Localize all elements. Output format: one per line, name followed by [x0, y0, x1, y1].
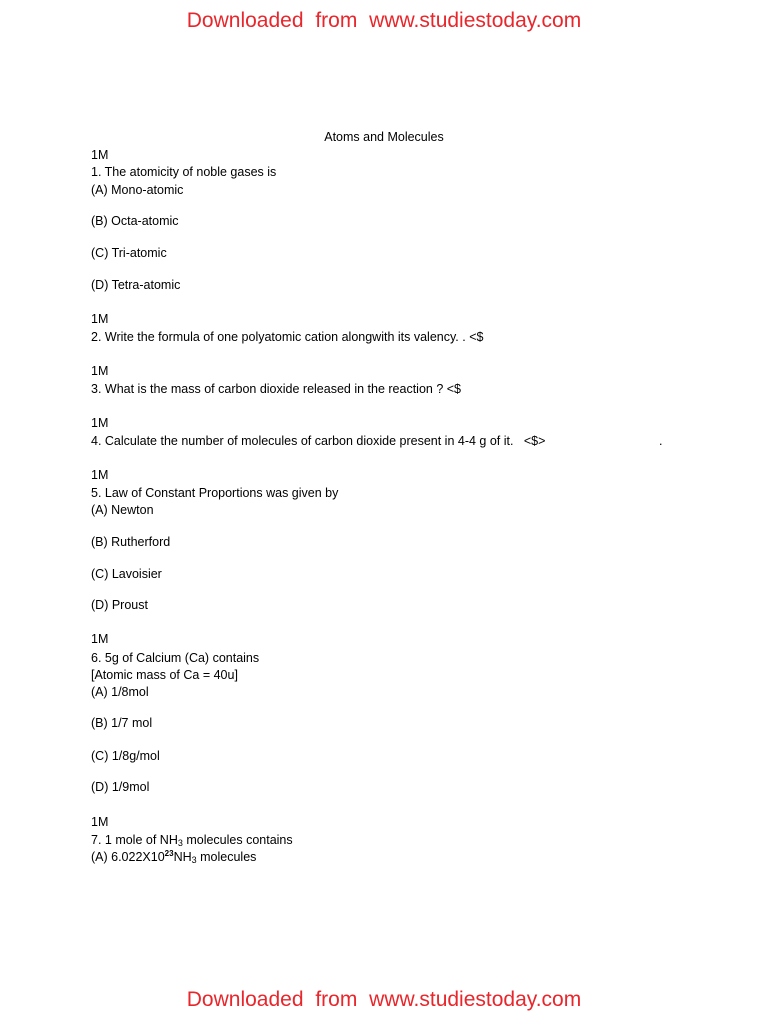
q6-option-d: (D) 1/9mol	[91, 780, 150, 794]
q1-option-a: (A) Mono-atomic	[91, 183, 184, 197]
q2-marks: 1M	[91, 312, 109, 326]
q6-option-c: (C) 1/8g/mol	[91, 749, 160, 763]
q7-option-a-subscript: 3	[191, 855, 197, 865]
q2-question: 2. Write the formula of one polyatomic cation alongwith its valency. . <$	[91, 330, 484, 344]
q6-option-b: (B) 1/7 mol	[91, 716, 153, 730]
q5-option-d: (D) Proust	[91, 598, 148, 612]
q5-marks: 1M	[91, 468, 109, 482]
q6-marks: 1M	[91, 632, 109, 646]
q1-option-c: (C) Tri-atomic	[91, 246, 167, 260]
q5-option-c: (C) Lavoisier	[91, 567, 162, 581]
q7-option-a	[91, 849, 256, 865]
q6-question: 6. 5g of Calcium (Ca) contains	[91, 651, 260, 665]
q6-option-a: (A) 1/8mol	[91, 685, 149, 699]
q5-question: 5. Law of Constant Proportions was given by	[91, 486, 339, 500]
q1-option-d: (D) Tetra-atomic	[91, 278, 181, 292]
q1-marks: 1M	[91, 148, 109, 162]
q4-question: 4. Calculate the number of molecules of carbon dioxide present in 4-4 g of it. <$>	[91, 434, 546, 448]
q7-option-a-mid: NH	[173, 850, 192, 864]
q4-trailing-dot: .	[659, 434, 663, 448]
q7-option-a-pre: (A) 6.022X10	[91, 850, 165, 864]
q4-marks: 1M	[91, 416, 109, 430]
q7-question	[91, 832, 293, 848]
page-title: Atoms and Molecules	[324, 130, 444, 144]
q3-marks: 1M	[91, 364, 109, 378]
q7-question-pre: 7. 1 mole of NH	[91, 833, 178, 847]
header-banner: Downloaded from www.studiestoday.com	[186, 9, 582, 32]
q5-option-a: (A) Newton	[91, 503, 154, 517]
q7-option-a-superscript: 23	[164, 849, 174, 858]
q7-question-post: molecules contains	[182, 833, 293, 847]
q1-question: 1. The atomicity of noble gases is	[91, 165, 277, 179]
q7-marks: 1M	[91, 815, 109, 829]
q5-option-b: (B) Rutherford	[91, 535, 171, 549]
footer-banner: Downloaded from www.studiestoday.com	[186, 988, 582, 1011]
q7-option-a-post: molecules	[196, 850, 257, 864]
q7-question-subscript: 3	[177, 838, 183, 848]
q3-question: 3. What is the mass of carbon dioxide released in the reaction ? <$	[91, 382, 462, 396]
q1-option-b: (B) Octa-atomic	[91, 214, 179, 228]
q6-note: [Atomic mass of Ca = 40u]	[91, 668, 238, 682]
